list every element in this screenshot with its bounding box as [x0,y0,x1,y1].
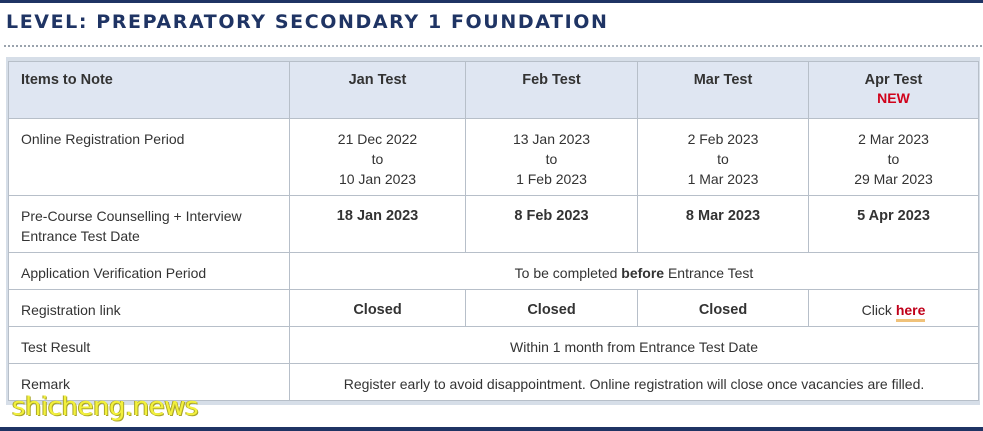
verification-period-value [290,253,979,290]
click-label: Click [861,302,892,318]
bottom-divider [0,427,983,431]
table-row [9,290,979,327]
table-row [9,253,979,290]
test-date-mar: 8 Mar 2023 [638,196,809,253]
watermark-text: shicheng.news [12,392,199,422]
dotted-divider [4,45,982,47]
table-header-row [9,62,979,119]
period-start: 2 Mar 2023 [858,131,929,147]
schedule-table-container [6,57,980,405]
registration-here-link[interactable]: here [896,302,926,322]
test-date-feb: 8 Feb 2023 [466,196,638,253]
row-label-verification: Application Verification Period [9,253,290,290]
header-apr-test-label: Apr Test [864,72,923,88]
row-label-test-date: Pre-Course Counselling + Interview Entrance Test Date [9,196,290,253]
schedule-table [8,61,979,401]
table-row [9,327,979,364]
registration-link-apr [809,290,979,327]
header-apr-test [809,62,979,119]
registration-period-feb [466,119,638,196]
test-result-value: Within 1 month from Entrance Test Date [290,327,979,364]
registration-period-jan [290,119,466,196]
period-to: to [717,151,729,167]
header-feb-test: Feb Test [466,62,638,119]
test-date-jan: 18 Jan 2023 [290,196,466,253]
test-date-apr: 5 Apr 2023 [809,196,979,253]
period-start: 13 Jan 2023 [512,131,591,147]
header-items-to-note: Items to Note [9,62,290,119]
verification-prefix: To be completed [514,265,618,281]
remark-value: Register early to avoid disappointment. Online registration will close once vacancies are filled. [290,364,979,401]
row-label-registration-period: Online Registration Period [9,119,290,196]
period-start: 21 Dec 2022 [337,131,418,147]
top-divider [0,0,983,3]
registration-status-mar: Closed [638,290,809,327]
verification-emphasis: before [621,265,665,281]
row-label-registration-link: Registration link [9,290,290,327]
period-end: 1 Mar 2023 [687,171,759,187]
table-row [9,119,979,196]
row-label-test-result: Test Result [9,327,290,364]
registration-status-jan: Closed [290,290,466,327]
period-to: to [545,151,558,167]
period-to: to [887,151,900,167]
row-label-remark: Remark [9,364,290,401]
period-end: 10 Jan 2023 [338,171,417,187]
period-end: 1 Feb 2023 [516,171,587,187]
period-to: to [371,151,384,167]
verification-suffix: Entrance Test [667,265,754,281]
registration-period-apr [809,119,979,196]
table-row [9,196,979,253]
page-title: LEVEL: PREPARATORY SECONDARY 1 FOUNDATION [6,11,609,33]
period-end: 29 Mar 2023 [854,171,933,187]
registration-status-feb: Closed [466,290,638,327]
period-start: 2 Feb 2023 [687,131,759,147]
header-mar-test: Mar Test [638,62,809,119]
new-badge: NEW [877,90,910,106]
header-jan-test: Jan Test [290,62,466,119]
registration-period-mar [638,119,809,196]
